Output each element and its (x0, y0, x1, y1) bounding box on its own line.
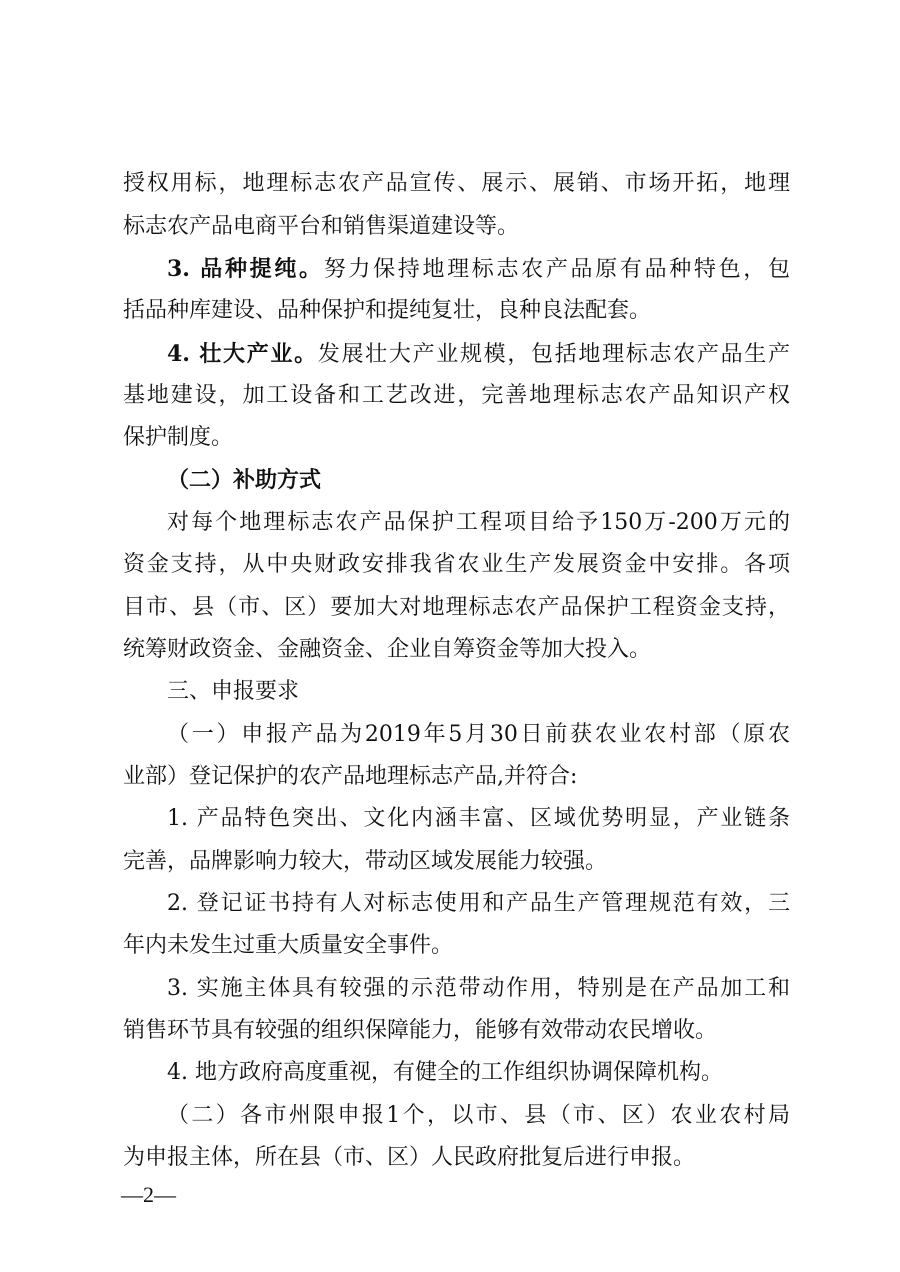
text-line: 标志农产品电商平台和销售渠道建设等。 (123, 214, 520, 239)
text-line (167, 249, 790, 289)
text-line: 资金支持，从中央财政安排我省农业生产发展资金中安排。各项 (123, 552, 790, 577)
text-line: 保护制度。 (123, 425, 234, 450)
text-line: 目市、县（市、区）要加大对地理标志农产品保护工程资金支持， (123, 595, 790, 620)
text-line: 完善，品牌影响力较大，带动区域发展能力较强。 (123, 849, 608, 874)
text-line: 4. 地方政府高度重视，有健全的工作组织协调保障机构。 (167, 1060, 723, 1085)
text-line: 销售环节具有较强的组织保障能力，能够有效带动农民增收。 (123, 1018, 718, 1043)
text-line: （一）申报产品为2019年5月30日前获农业农村部（原农 (167, 722, 790, 747)
text-line: 年内未发生过重大质量安全事件。 (123, 933, 454, 958)
text-line: 业部）登记保护的农产品地理标志产品,并符合: (123, 764, 578, 789)
text-line: 基地建设，加工设备和工艺改进，完善地理标志农产品知识产权 (123, 383, 790, 408)
item-heading: 4. 壮大产业。 (167, 341, 318, 367)
page-number: —2— (121, 1182, 176, 1207)
text-line: 2. 登记证书持有人对标志使用和产品生产管理规范有效，三 (167, 891, 790, 916)
text-line: 授权用标，地理标志农产品宣传、展示、展销、市场开拓，地理 (123, 171, 790, 196)
text-line: 3. 实施主体具有较强的示范带动作用，特别是在产品加工和 (167, 976, 790, 1001)
text-line: 括品种库建设、品种保护和提纯复壮，良种良法配套。 (123, 298, 652, 323)
text-line (167, 334, 790, 374)
item-heading: 3. 品种提纯。 (167, 256, 324, 282)
text-line: （二）各市州限申报1个，以市、县（市、区）农业农村局 (167, 1103, 790, 1128)
text-line: 1. 产品特色突出、文化内涵丰富、区域优势明显，产业链条 (167, 806, 790, 831)
text-line: 对每个地理标志农产品保护工程项目给予150万-200万元的 (167, 510, 790, 535)
section-heading: （二）补助方式 (167, 468, 322, 493)
text-line: 统筹财政资金、金融资金、企业自筹资金等加大投入。 (123, 637, 652, 662)
section-heading: 三、申报要求 (167, 679, 300, 704)
text-line: 为申报主体，所在县（市、区）人民政府批复后进行申报。 (123, 1145, 696, 1170)
item-text: 发展壮大产业规模，包括地理标志农产品生产 (317, 342, 790, 367)
item-text: 努力保持地理标志农产品原有品种特色，包 (323, 257, 790, 282)
